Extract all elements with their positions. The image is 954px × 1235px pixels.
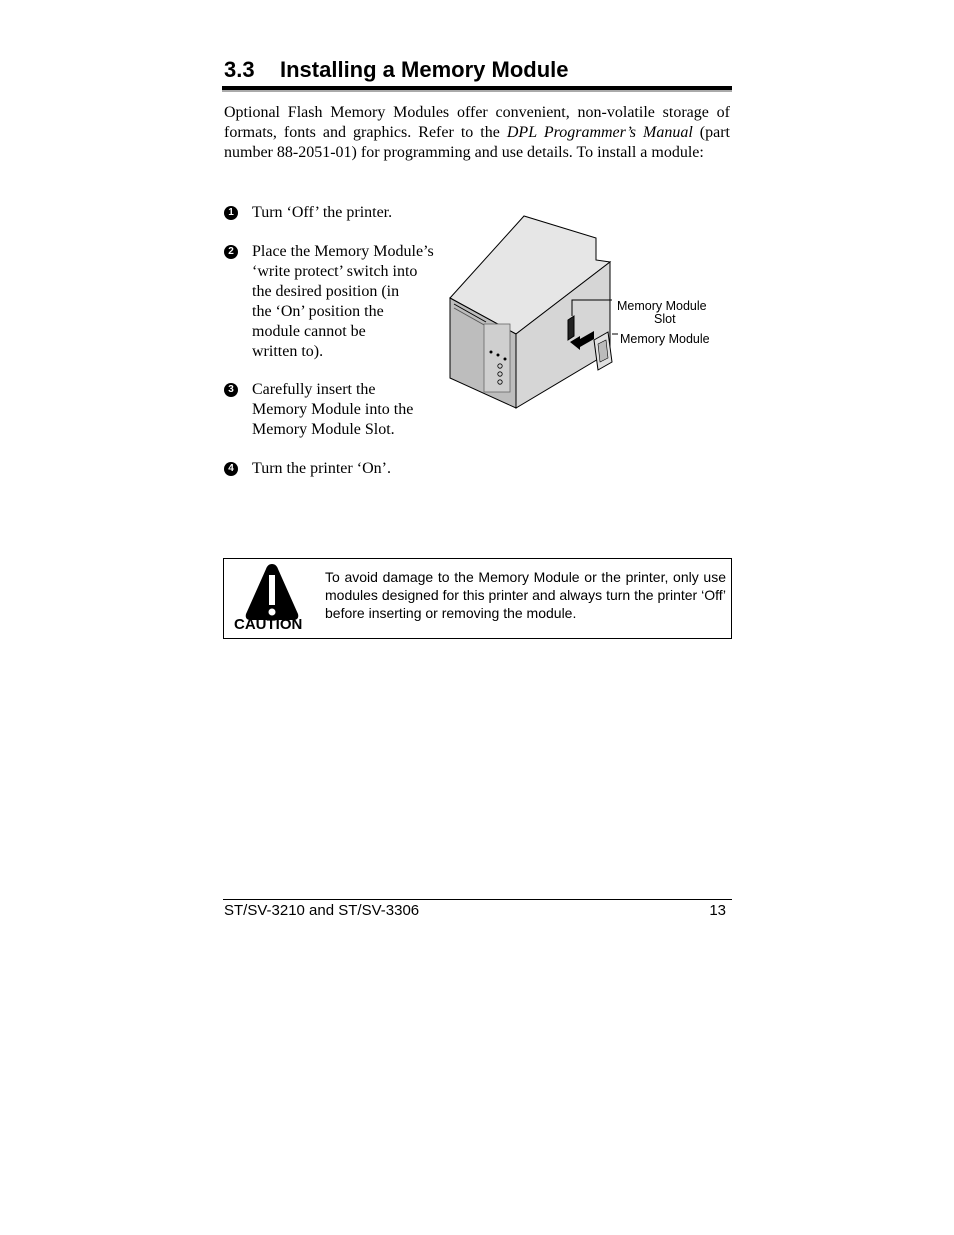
caution-box	[223, 558, 732, 639]
step-marker: 1	[224, 206, 238, 220]
manual-reference: DPL Programmer’s Manual	[506, 124, 693, 141]
section-title: Installing a Memory Module	[280, 57, 569, 82]
page-number: 13	[709, 902, 726, 919]
section-number: 3.3	[224, 57, 255, 82]
intro-paragraph	[224, 103, 730, 163]
module-label: Memory Module	[620, 332, 710, 346]
caution-text: To avoid damage to the Memory Module or the printer, only use modules designed for this printer and always turn the printer ‘Off’ before inserting or removing the module.	[325, 569, 726, 621]
slot-label: Memory Module	[617, 299, 707, 313]
step-text: Turn ‘Off’ the printer.	[252, 204, 393, 221]
step-marker: 3	[224, 383, 238, 397]
step-text: Place the Memory Module’s ‘write protect’ switch into the desired position (in the ‘On’ position the module cannot be written to).	[252, 243, 434, 360]
step-marker: 4	[224, 462, 238, 476]
footer-model: ST/SV-3210 and ST/SV-3306	[224, 902, 420, 919]
step-marker: 2	[224, 245, 238, 259]
footer-rule	[223, 899, 732, 900]
step-text: Carefully insert the Memory Module into the Memory Module Slot.	[252, 381, 414, 438]
printer-illustration	[448, 212, 728, 412]
step-text: Turn the printer ‘On’.	[252, 460, 391, 477]
intro-text-start: Optional Flash Memory Modules offer convenient, non-volatile storage of formats, fonts and graphics. Refer to the	[224, 104, 730, 141]
section-heading	[224, 56, 732, 84]
intro-text-end: (part number 88-2051-01) for programming and use details. To install a module:	[224, 124, 731, 161]
caution-label: CAUTION	[234, 616, 303, 633]
exclamation-triangle-icon	[244, 562, 300, 622]
heading-rule	[222, 86, 732, 92]
slot-label-line2: Slot	[654, 312, 676, 326]
